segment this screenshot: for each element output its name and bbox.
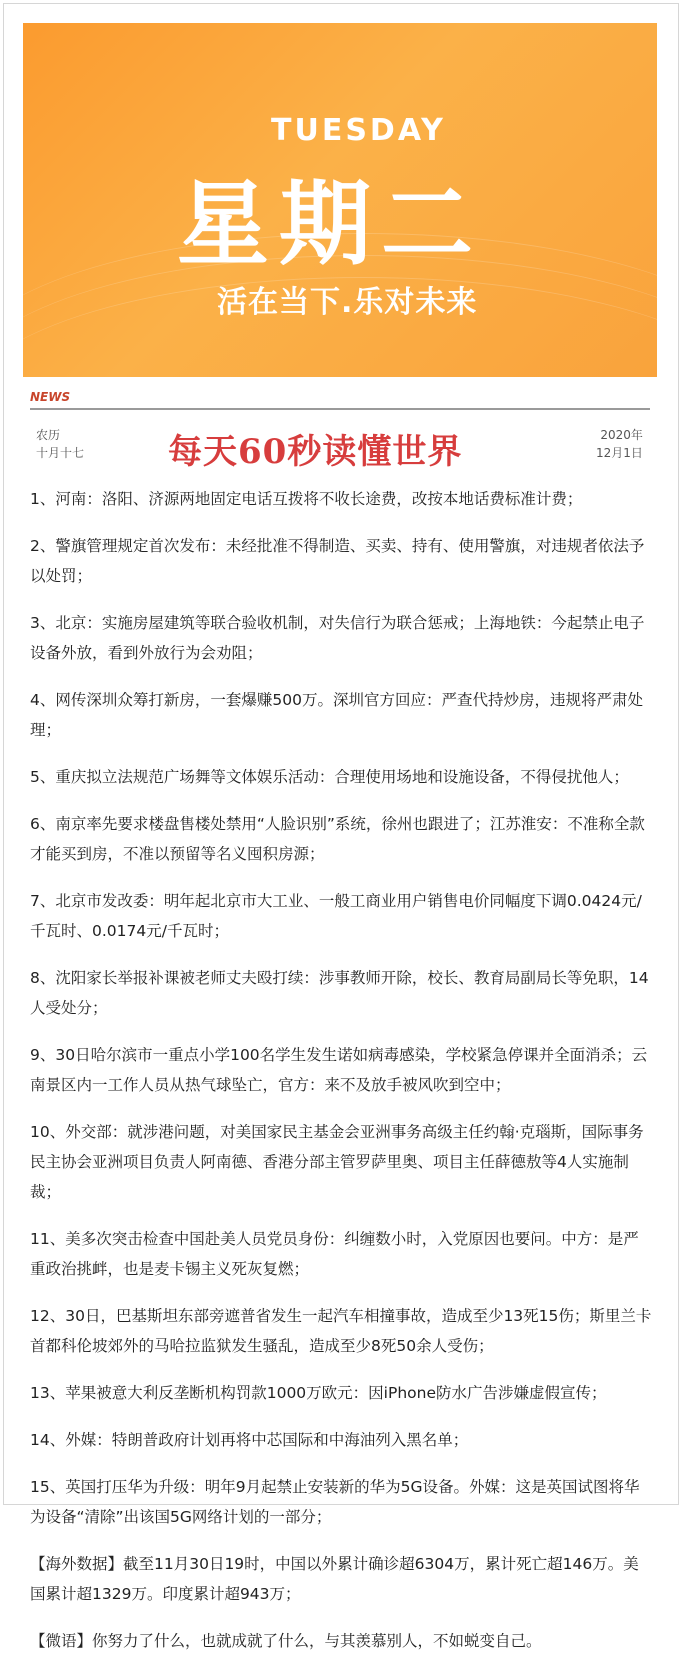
news-item-4: 4、网传深圳众筹打新房，一套爆赚500万。深圳官方回应：严查代持炒房，违规将严肃处理； — [30, 691, 643, 739]
news-item-1: 1、河南：洛阳、济源两地固定电话互拨将不收长途费，改按本地话费标准计费； — [30, 490, 583, 508]
news-item-12: 12、30日，巴基斯坦东部旁遮普省发生一起汽车相撞事故，造成至少13死15伤；斯里兰卡首都科伦坡郊外的马哈拉监狱发生骚乱，造成至少8死50余人受伤； — [30, 1307, 652, 1355]
news-item-3: 3、北京：实施房屋建筑等联合验收机制，对失信行为联合惩戒；上海地铁：今起禁止电子设备外放，看到外放行为会劝阻； — [30, 614, 645, 662]
news-list — [30, 484, 654, 1656]
overseas-data: 【海外数据】截至11月30日19时，中国以外累计确诊超6304万，累计死亡超146万。美国累计超1329万。印度累计超943万； — [30, 1555, 639, 1603]
news-item-2: 2、警旗管理规定首次发布：未经批准不得制造、买卖、持有、使用警旗，对违规者依法予以处罚； — [30, 537, 645, 585]
lunar-day: 十月十七 — [36, 446, 85, 460]
news-item-6: 6、南京率先要求楼盘售楼处禁用“人脸识别”系统，徐州也跟进了；江苏淮安：不准称全款才能买到房，不准以预留等名义囤积房源； — [30, 815, 645, 863]
banner-slogan: 活在当下.乐对未来 — [217, 285, 478, 320]
weekday-chinese: 星期二 — [177, 170, 484, 278]
lunar-date — [36, 426, 84, 462]
weekday-english: TUESDAY — [271, 113, 446, 148]
divider — [30, 408, 650, 410]
day-banner — [23, 23, 657, 377]
news-label: NEWS — [30, 390, 71, 404]
news-item-10: 10、外交部：就涉港问题，对美国家民主基金会亚洲事务高级主任约翰·克瑙斯，国际事务民主协会亚洲项目负责人阿南德、香港分部主管罗萨里奥、项目主任薛德敖等4人实施制裁； — [30, 1123, 644, 1201]
page-title: 每天60秒读懂世界 — [168, 432, 463, 472]
news-item-9: 9、30日哈尔滨市一重点小学100名学生发生诺如病毒感染，学校紧急停课并全面消杀；云南景区内一工作人员从热气球坠亡，官方：来不及放手被风吹到空中； — [30, 1046, 648, 1094]
lunar-label: 农历 — [36, 428, 61, 442]
news-item-14: 14、外媒：特朗普政府计划再将中芯国际和中海油列入黑名单； — [30, 1431, 469, 1449]
news-item-13: 13、苹果被意大利反垄断机构罚款1000万欧元：因iPhone防水广告涉嫌虚假宣传； — [30, 1384, 607, 1402]
publish-month-day: 12月1日 — [596, 446, 643, 460]
news-item-5: 5、重庆拟立法规范广场舞等文体娱乐活动：合理使用场地和设施设备，不得侵扰他人； — [30, 768, 629, 786]
publish-date — [596, 426, 643, 462]
publish-year: 2020年 — [600, 428, 643, 442]
daily-quote: 【微语】你努力了什么，也就成就了什么，与其羡慕别人，不如蜕变自己。 — [30, 1632, 542, 1650]
news-item-8: 8、沈阳家长举报补课被老师丈夫殴打续：涉事教师开除，校长、教育局副局长等免职，14人受处分； — [30, 969, 649, 1017]
news-item-15: 15、英国打压华为升级：明年9月起禁止安装新的华为5G设备。外媒：这是英国试图将华为设备“清除”出该国5G网络计划的一部分； — [30, 1478, 640, 1526]
news-item-7: 7、北京市发改委：明年起北京市大工业、一般工商业用户销售电价同幅度下调0.0424元/千瓦时、0.0174元/千瓦时； — [30, 892, 642, 940]
news-item-11: 11、美多次突击检查中国赴美人员党员身份：纠缠数小时，入党原因也要问。中方：是严重政治挑衅，也是麦卡锡主义死灰复燃； — [30, 1230, 639, 1278]
